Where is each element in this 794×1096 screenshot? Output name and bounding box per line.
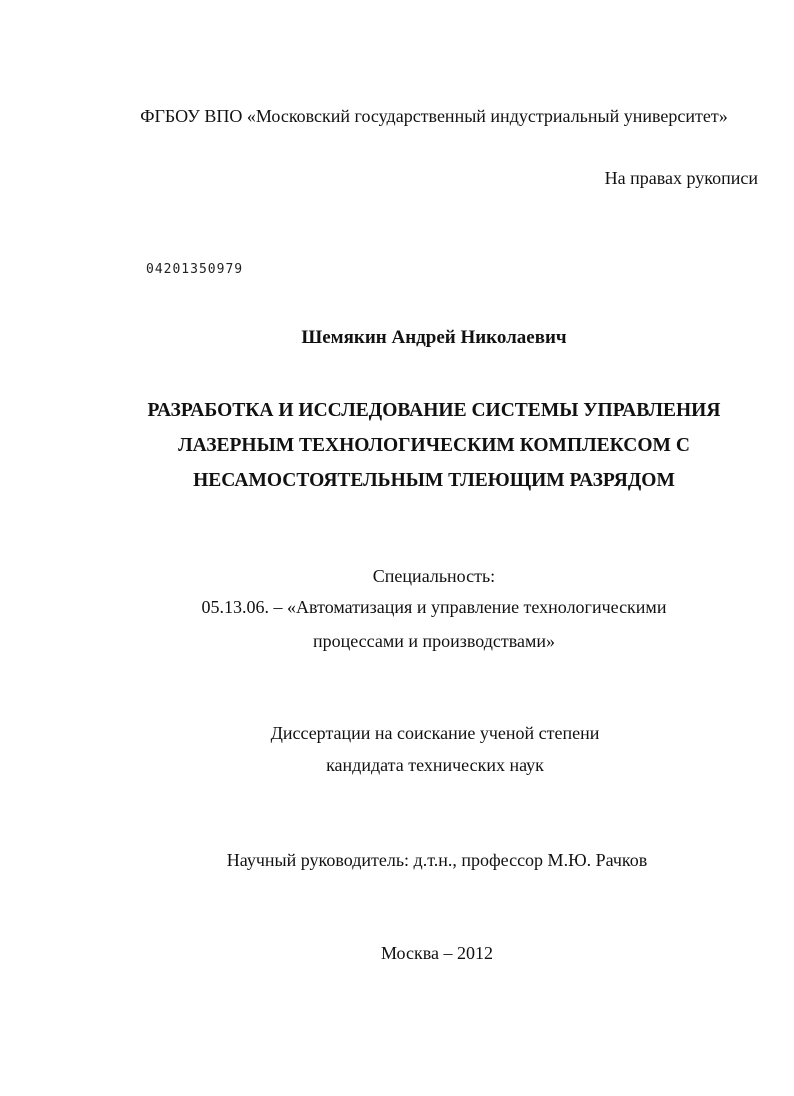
dissertation-title bbox=[0, 393, 794, 498]
author-name: Шемякин Андрей Николаевич bbox=[301, 327, 567, 348]
scientific-advisor: Научный руководитель: д.т.н., профессор М.Ю. Рачков bbox=[226, 850, 648, 870]
title-line: РАЗРАБОТКА И ИССЛЕДОВАНИЕ СИСТЕМЫ УПРАВЛЕНИЯ bbox=[147, 400, 721, 421]
degree-line: Диссертации на соискание ученой степени bbox=[270, 723, 600, 743]
rights-note: На правах рукописи bbox=[604, 168, 758, 188]
title-line: ЛАЗЕРНЫМ ТЕХНОЛОГИЧЕСКИМ КОМПЛЕКСОМ С bbox=[178, 435, 690, 456]
stamp-number: 04201350979 bbox=[146, 262, 244, 277]
title-line: НЕСАМОСТОЯТЕЛЬНЫМ ТЛЕЮЩИМ РАЗРЯДОМ bbox=[193, 470, 675, 491]
institution-name: ФГБОУ ВПО «Московский государственный индустриальный университет» bbox=[140, 106, 728, 126]
degree-line: кандидата технических наук bbox=[326, 755, 544, 775]
specialty-heading: Специальность: bbox=[372, 566, 496, 586]
city-year: Москва – 2012 bbox=[381, 943, 493, 963]
specialty-line: процессами и производствами» bbox=[312, 631, 556, 651]
specialty-line: 05.13.06. – «Автоматизация и управление технологическими bbox=[201, 597, 667, 617]
